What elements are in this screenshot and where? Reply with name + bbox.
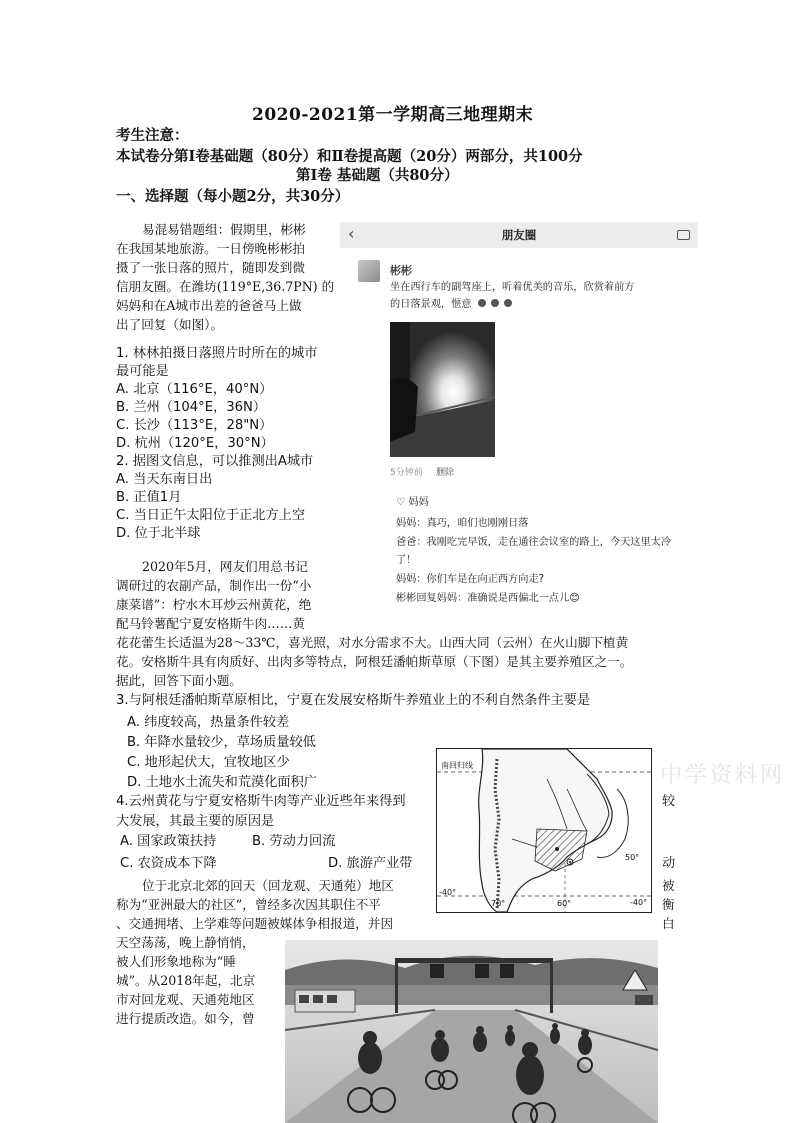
intro3-line-tail: 白 <box>662 916 675 931</box>
intro2-line: 配马铃薯配宁夏安格斯牛肉……黄 <box>116 616 305 631</box>
option-c: C. 地形起伏大，宜牧地区少 <box>127 755 290 770</box>
question-stem: 3.与阿根廷潘帕斯草原相比，宁夏在发展安格斯牛养殖业上的不利自然条件主要是 <box>116 693 591 708</box>
post-text: 的日落景观，惬意 <box>390 299 472 310</box>
longitude-label: 50° <box>625 853 640 862</box>
option-a: A. 纬度较高，热量条件较差 <box>127 715 290 730</box>
moments-title: 朋友圈 <box>501 228 537 242</box>
intro3-line: 称为“亚洲最大的社区”，曾经多次因其职住不平 <box>116 897 381 912</box>
intro3-line: 位于北京北郊的回天（回龙观、天通苑）地区 <box>142 878 394 893</box>
option-d: D. 杭州（120°E，30°N） <box>116 436 274 451</box>
question-stem: 2. 据图文信息，可以推测出A城市 <box>116 454 314 469</box>
intro3-line: 进行提质改造。如今，曾 <box>116 1011 255 1026</box>
question-stem: 最可能是 <box>116 364 169 379</box>
part-heading: 第Ⅰ卷 基础题（共80分） <box>296 167 459 184</box>
intro3-line-tail: 被 <box>662 878 675 893</box>
intro2-line: 康菜谱”：柠水木耳炒云州黄花，绝 <box>116 597 312 612</box>
page-title: 2020-2021第一学期高三地理期末 <box>252 105 534 125</box>
intro3-line: 天空荡荡，晚上静悄悄， <box>116 935 255 950</box>
emoji-icon <box>491 299 499 307</box>
wechat-moments-figure <box>340 222 698 607</box>
comment: 了！ <box>396 555 417 566</box>
pampas-map <box>436 748 652 913</box>
poster-name: 彬彬 <box>390 264 412 277</box>
option-a: A. 北京（116°E，40°N） <box>116 382 273 397</box>
intro3-line: 、交通拥堵、上学难等问题被媒体争相报道，并因 <box>116 916 394 931</box>
intro3-line: 市对回龙观、天通苑地区 <box>116 992 255 1007</box>
delete-link[interactable]: 删除 <box>436 468 455 478</box>
question-stem: 4.云州黄花与宁夏安格斯牛肉等产业近些年来得到 <box>116 794 406 809</box>
emoji-icon <box>504 299 512 307</box>
bike-lane-photo-drawing <box>285 940 658 1123</box>
post-text-line <box>390 295 512 310</box>
option-a: A. 当天东南日出 <box>116 472 213 487</box>
intro1-line: 在我国某地旅游。一日傍晚彬彬拍 <box>116 241 305 256</box>
like-name: 妈妈 <box>408 497 429 508</box>
exam-info: 本试卷分第Ⅰ卷基础题（80分）和Ⅱ卷提高题（20分）两部分，共100分 <box>116 148 583 165</box>
option-c: C. 长沙（113°E，28"N） <box>116 418 273 433</box>
option-b: B. 劳动力回流 <box>252 834 336 849</box>
intro1-line: 信朋友圈。在潍坊(119°E,36.7PN) 的 <box>116 279 335 294</box>
heart-icon: ♡ <box>396 497 406 508</box>
option-b: B. 正值1月 <box>116 490 182 505</box>
tropic-label: 南回归线 <box>441 761 473 770</box>
pampas-map-drawing <box>437 749 651 912</box>
intro2-line: 花花蕾生长适温为28～33℃，喜光照，对水分需求不大。山西大同（云州）在火山脚下植黄 <box>116 635 629 650</box>
option-c: C. 农资成本下降 <box>120 856 217 871</box>
emoji-icon <box>478 299 486 307</box>
longitude-label: 70° <box>491 899 506 908</box>
option-d: D. 位于北半球 <box>116 526 201 541</box>
intro2-line: 调研过的农副产品，制作出一份“小 <box>116 578 312 593</box>
avatar <box>358 260 380 282</box>
question-stem: 大发展，其最主要的原因是 <box>116 814 275 829</box>
intro3-line-tail: 衡 <box>662 897 675 912</box>
comment: 妈妈：你们车是在向正西方向走? <box>396 574 545 585</box>
sunset-photo <box>390 322 495 457</box>
intro1-line: 出了回复（如图）。 <box>116 317 224 332</box>
longitude-label: 60° <box>557 899 572 908</box>
notice-heading: 考生注意： <box>116 127 189 144</box>
comment: 爸爸：我刚吃完早饭，走在通往会议室的路上，今天这里太冷 <box>396 537 672 548</box>
question-stem: 1. 林林拍摄日落照片时所在的城市 <box>116 346 318 361</box>
option-d-tail: 动 <box>662 856 676 871</box>
intro1-line: 妈妈和在A城市出差的爸爸马上做 <box>116 298 302 313</box>
sunset-photo-drawing <box>390 322 495 457</box>
option-d: D. 旅游产业带 <box>328 856 413 871</box>
latitude-label: -40° <box>439 888 457 897</box>
intro2-line: 据此，回答下面小题。 <box>116 673 242 688</box>
option-a: A. 国家政策扶持 <box>120 834 217 849</box>
section-heading: 一、选择题（每小题2分，共30分） <box>116 188 350 205</box>
latitude-label: -40° <box>630 898 648 907</box>
intro2-line: 花。安格斯牛具有肉质好、出肉多等特点，阿根廷潘帕斯草原（下图）是其主要养殖区之一。 <box>116 654 633 669</box>
post-text-line: 坐在西行车的副驾座上，听着优美的音乐，欣赏着前方 <box>390 282 635 293</box>
comment: 妈妈：真巧，咱们也刚刚日落 <box>396 518 529 529</box>
option-b: B. 兰州（104°E，36N） <box>116 400 267 415</box>
intro1-line: 易混易错题组：假期里，彬彬 <box>142 222 306 237</box>
option-b: B. 年降水量较少，草场质量较低 <box>127 735 316 750</box>
likes-row <box>396 493 429 508</box>
back-icon: ‹ <box>348 224 355 243</box>
moments-title-bar <box>340 222 698 248</box>
camera-icon <box>677 230 690 240</box>
intro1-line: 摄了一张日落的照片，随即发到微 <box>116 260 305 275</box>
comment: 彬彬回复妈妈：准确说是西偏北一点儿😊 <box>396 593 580 604</box>
option-c: C. 当日正午太阳位于正北方上空 <box>116 508 306 523</box>
post-time: 5分钟前 <box>390 468 423 478</box>
watermark: 中学资料网 <box>660 763 786 788</box>
bike-lane-photo <box>285 940 658 1123</box>
intro3-line: 被人们形象地称为“睡 <box>116 954 236 969</box>
intro3-line: 城”。从2018年起，北京 <box>116 973 256 988</box>
intro2-line: 2020年5月，网友们用总书记 <box>142 559 309 574</box>
question-stem-tail: 较 <box>662 794 676 809</box>
option-d: D. 土地水土流失和荒漠化面积广 <box>127 775 317 790</box>
